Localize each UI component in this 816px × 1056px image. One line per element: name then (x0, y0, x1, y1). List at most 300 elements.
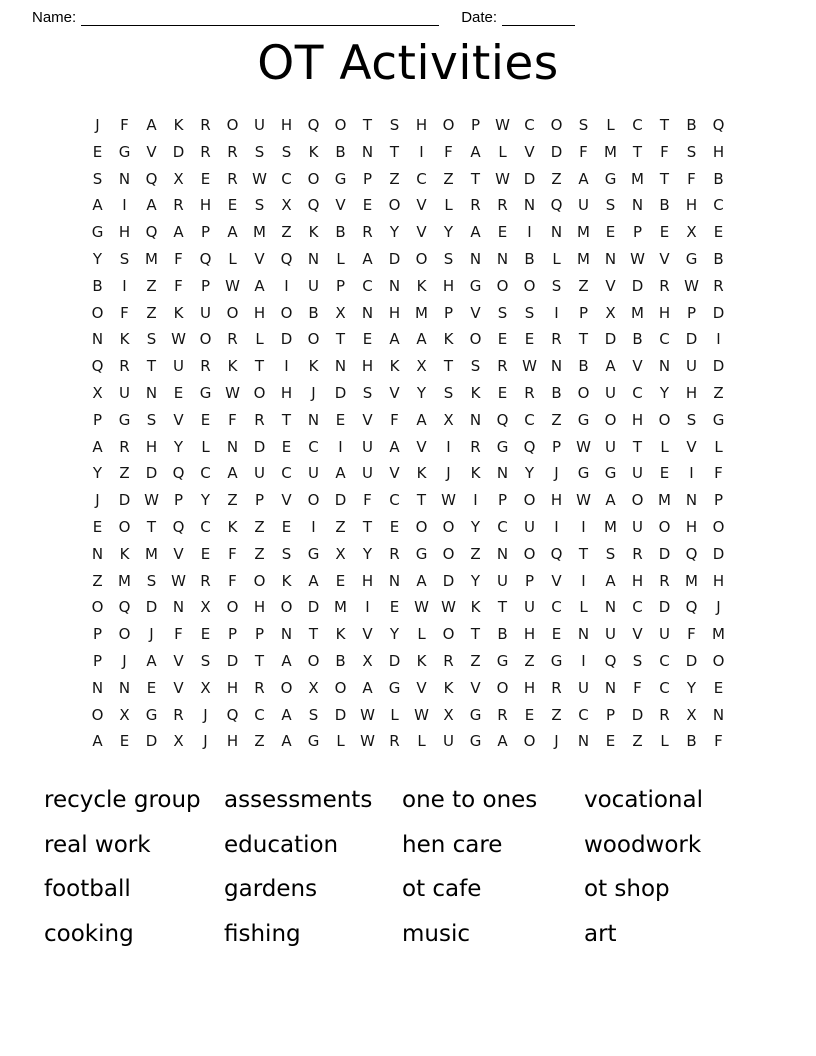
grid-letter[interactable]: P (713, 491, 724, 510)
grid-letter[interactable]: Z (443, 169, 454, 188)
grid-letter[interactable]: T (659, 169, 670, 188)
grid-letter[interactable]: K (227, 357, 238, 376)
grid-letter[interactable]: P (254, 625, 265, 644)
grid-letter[interactable]: U (362, 464, 373, 483)
grid-letter[interactable]: D (307, 598, 320, 617)
grid-letter[interactable]: E (605, 223, 616, 242)
grid-letter[interactable]: T (470, 625, 481, 644)
grid-letter[interactable]: H (253, 303, 266, 322)
grid-letter[interactable]: P (362, 169, 373, 188)
grid-letter[interactable]: S (92, 169, 103, 188)
grid-letter[interactable]: N (685, 491, 698, 510)
grid-letter[interactable]: K (308, 142, 319, 161)
grid-letter[interactable]: V (281, 491, 292, 510)
grid-letter[interactable]: D (388, 249, 401, 268)
grid-letter[interactable]: C (713, 196, 724, 215)
grid-letter[interactable]: U (497, 571, 508, 590)
grid-letter[interactable]: R (119, 357, 130, 376)
grid-letter[interactable]: R (659, 571, 670, 590)
grid-letter[interactable]: U (524, 517, 535, 536)
grid-letter[interactable]: F (228, 410, 237, 429)
grid-letter[interactable]: Z (578, 276, 589, 295)
grid-letter[interactable]: N (307, 410, 320, 429)
grid-letter[interactable]: N (469, 249, 482, 268)
grid-letter[interactable]: B (659, 196, 670, 215)
grid-letter[interactable]: F (174, 276, 183, 295)
grid-letter[interactable]: E (389, 598, 400, 617)
grid-letter[interactable]: O (199, 330, 212, 349)
grid-letter[interactable]: E (200, 625, 211, 644)
grid-letter[interactable]: W (360, 705, 375, 724)
grid-letter[interactable]: K (119, 544, 130, 563)
grid-letter[interactable]: X (416, 357, 427, 376)
grid-letter[interactable]: A (335, 464, 346, 483)
grid-letter[interactable]: K (308, 223, 319, 242)
grid-letter[interactable]: W (171, 330, 186, 349)
grid-letter[interactable]: U (119, 383, 130, 402)
grid-letter[interactable]: Q (712, 116, 725, 134)
grid-letter[interactable]: S (281, 544, 292, 563)
grid-letter[interactable]: R (119, 437, 130, 456)
grid-letter[interactable]: X (119, 705, 130, 724)
grid-letter[interactable]: U (308, 464, 319, 483)
grid-letter[interactable]: C (659, 330, 670, 349)
grid-letter[interactable]: O (496, 678, 509, 697)
grid-letter[interactable]: S (200, 651, 211, 670)
grid-letter[interactable]: Z (146, 276, 157, 295)
grid-letter[interactable]: O (91, 303, 104, 322)
grid-letter[interactable]: C (281, 169, 292, 188)
grid-letter[interactable]: B (335, 142, 346, 161)
grid-letter[interactable]: L (606, 116, 615, 134)
grid-letter[interactable]: H (226, 678, 239, 697)
grid-letter[interactable]: O (523, 276, 536, 295)
grid-letter[interactable]: C (578, 705, 589, 724)
grid-letter[interactable]: F (687, 169, 696, 188)
grid-letter[interactable]: K (470, 464, 481, 483)
grid-letter[interactable]: H (523, 678, 536, 697)
grid-letter[interactable]: F (714, 732, 723, 751)
grid-letter[interactable]: O (415, 249, 428, 268)
grid-letter[interactable]: B (497, 625, 508, 644)
grid-letter[interactable]: Z (713, 383, 724, 402)
grid-letter[interactable]: T (578, 544, 589, 563)
grid-letter[interactable]: S (281, 142, 292, 161)
grid-letter[interactable]: K (173, 303, 184, 322)
grid-letter[interactable]: W (414, 705, 429, 724)
grid-letter[interactable]: N (307, 249, 320, 268)
grid-letter[interactable]: V (173, 410, 184, 429)
grid-letter[interactable]: A (470, 142, 481, 161)
grid-letter[interactable]: R (227, 330, 238, 349)
grid-letter[interactable]: F (390, 410, 399, 429)
grid-letter[interactable]: O (307, 330, 320, 349)
grid-letter[interactable]: Q (226, 705, 239, 724)
grid-letter[interactable]: V (605, 276, 616, 295)
grid-letter[interactable]: X (335, 303, 346, 322)
word-list-item[interactable]: gardens (224, 876, 318, 902)
grid-letter[interactable]: M (145, 544, 158, 563)
grid-letter[interactable]: G (469, 705, 482, 724)
word-list-item[interactable]: hen care (402, 831, 503, 858)
grid-letter[interactable]: A (389, 437, 400, 456)
grid-letter[interactable]: U (308, 276, 319, 295)
grid-letter[interactable]: P (524, 571, 535, 590)
grid-letter[interactable]: H (712, 571, 725, 590)
grid-letter[interactable]: V (416, 196, 427, 215)
grid-letter[interactable]: Q (496, 410, 509, 429)
grid-letter[interactable]: Q (604, 651, 617, 670)
grid-letter[interactable]: T (146, 357, 157, 376)
grid-letter[interactable]: N (658, 357, 671, 376)
grid-letter[interactable]: J (95, 491, 100, 510)
grid-letter[interactable]: W (576, 437, 591, 456)
grid-letter[interactable]: K (416, 651, 427, 670)
grid-letter[interactable]: O (550, 116, 563, 134)
grid-letter[interactable]: U (524, 598, 535, 617)
grid-letter[interactable]: V (470, 303, 481, 322)
grid-letter[interactable]: Z (254, 517, 265, 536)
grid-letter[interactable]: G (496, 651, 509, 670)
grid-letter[interactable]: J (203, 705, 208, 724)
grid-letter[interactable]: X (335, 544, 346, 563)
grid-letter[interactable]: E (281, 437, 292, 456)
grid-letter[interactable]: D (280, 330, 293, 349)
grid-letter[interactable]: E (173, 383, 184, 402)
grid-letter[interactable]: A (146, 116, 157, 134)
grid-letter[interactable]: O (442, 544, 455, 563)
grid-letter[interactable]: I (581, 517, 586, 536)
grid-letter[interactable]: V (524, 142, 535, 161)
grid-letter[interactable]: V (632, 625, 643, 644)
grid-letter[interactable]: A (416, 330, 427, 349)
grid-letter[interactable]: Y (389, 625, 400, 644)
grid-letter[interactable]: E (92, 142, 103, 161)
grid-letter[interactable]: E (605, 732, 616, 751)
grid-letter[interactable]: Q (307, 196, 320, 215)
grid-letter[interactable]: T (146, 517, 157, 536)
grid-letter[interactable]: D (631, 276, 644, 295)
grid-letter[interactable]: U (605, 437, 616, 456)
grid-letter[interactable]: Q (280, 249, 293, 268)
grid-letter[interactable]: E (362, 330, 373, 349)
grid-letter[interactable]: K (173, 116, 184, 134)
grid-letter[interactable]: D (253, 437, 266, 456)
word-list-item[interactable]: ot cafe (402, 876, 482, 902)
grid-letter[interactable]: A (92, 196, 103, 215)
grid-letter[interactable]: C (551, 598, 562, 617)
grid-letter[interactable]: Y (92, 249, 103, 268)
grid-letter[interactable]: P (470, 116, 481, 134)
grid-letter[interactable]: G (415, 544, 428, 563)
grid-letter[interactable]: E (389, 517, 400, 536)
grid-letter[interactable]: F (714, 464, 723, 483)
grid-letter[interactable]: G (118, 410, 131, 429)
grid-letter[interactable]: W (252, 169, 267, 188)
grid-letter[interactable]: T (254, 651, 265, 670)
grid-letter[interactable]: M (631, 169, 644, 188)
grid-letter[interactable]: W (441, 491, 456, 510)
grid-letter[interactable]: Y (362, 544, 373, 563)
grid-letter[interactable]: C (254, 705, 265, 724)
grid-letter[interactable]: X (200, 678, 211, 697)
grid-letter[interactable]: E (335, 571, 346, 590)
grid-letter[interactable]: D (118, 491, 131, 510)
grid-letter[interactable]: L (255, 330, 264, 349)
grid-letter[interactable]: O (496, 276, 509, 295)
grid-letter[interactable]: S (443, 383, 454, 402)
grid-letter[interactable]: C (632, 116, 643, 134)
grid-letter[interactable]: Z (524, 651, 535, 670)
grid-letter[interactable]: V (416, 437, 427, 456)
grid-letter[interactable]: H (361, 571, 374, 590)
grid-letter[interactable]: M (253, 223, 266, 242)
grid-letter[interactable]: R (443, 651, 454, 670)
grid-letter[interactable]: W (360, 732, 375, 751)
grid-letter[interactable]: V (659, 249, 670, 268)
grid-letter[interactable]: S (119, 249, 130, 268)
grid-letter[interactable]: I (554, 303, 559, 322)
grid-letter[interactable]: C (281, 464, 292, 483)
grid-letter[interactable]: S (497, 303, 508, 322)
grid-letter[interactable]: U (362, 437, 373, 456)
grid-letter[interactable]: B (686, 116, 697, 134)
grid-letter[interactable]: J (95, 116, 100, 134)
grid-letter[interactable]: M (415, 303, 428, 322)
grid-letter[interactable]: A (605, 571, 616, 590)
grid-letter[interactable]: L (336, 249, 345, 268)
grid-letter[interactable]: T (389, 142, 400, 161)
grid-letter[interactable]: U (173, 357, 184, 376)
grid-letter[interactable]: O (307, 169, 320, 188)
grid-letter[interactable]: A (416, 571, 427, 590)
grid-letter[interactable]: I (581, 651, 586, 670)
word-list-item[interactable]: one to ones (402, 787, 538, 813)
grid-letter[interactable]: K (335, 625, 346, 644)
grid-letter[interactable]: O (226, 116, 239, 134)
grid-letter[interactable]: N (496, 464, 509, 483)
grid-letter[interactable]: K (416, 464, 427, 483)
grid-letter[interactable]: M (604, 142, 617, 161)
grid-letter[interactable]: K (308, 357, 319, 376)
grid-letter[interactable]: N (577, 625, 590, 644)
grid-letter[interactable]: W (630, 249, 645, 268)
grid-letter[interactable]: M (658, 491, 671, 510)
grid-letter[interactable]: N (361, 303, 374, 322)
grid-letter[interactable]: K (470, 383, 481, 402)
grid-letter[interactable]: U (578, 196, 589, 215)
grid-letter[interactable]: B (335, 223, 346, 242)
grid-letter[interactable]: T (443, 357, 454, 376)
grid-letter[interactable]: A (470, 223, 481, 242)
grid-letter[interactable]: E (200, 544, 211, 563)
grid-letter[interactable]: T (254, 357, 265, 376)
grid-letter[interactable]: Y (686, 678, 697, 697)
grid-letter[interactable]: H (415, 116, 428, 134)
grid-letter[interactable]: D (712, 357, 725, 376)
grid-letter[interactable]: E (200, 410, 211, 429)
grid-letter[interactable]: O (307, 651, 320, 670)
grid-letter[interactable]: B (308, 303, 319, 322)
grid-letter[interactable]: X (308, 678, 319, 697)
grid-letter[interactable]: D (334, 705, 347, 724)
grid-letter[interactable]: O (523, 732, 536, 751)
grid-letter[interactable]: V (632, 357, 643, 376)
grid-letter[interactable]: U (443, 732, 454, 751)
grid-letter[interactable]: D (631, 705, 644, 724)
grid-letter[interactable]: Y (470, 571, 481, 590)
grid-letter[interactable]: M (145, 249, 158, 268)
grid-letter[interactable]: C (308, 437, 319, 456)
grid-letter[interactable]: D (685, 330, 698, 349)
grid-letter[interactable]: P (632, 223, 643, 242)
grid-letter[interactable]: Y (659, 383, 670, 402)
grid-letter[interactable]: D (658, 598, 671, 617)
grid-letter[interactable]: F (660, 142, 669, 161)
grid-letter[interactable]: P (92, 651, 103, 670)
grid-letter[interactable]: P (335, 276, 346, 295)
grid-letter[interactable]: O (307, 491, 320, 510)
word-list-item[interactable]: education (224, 831, 339, 858)
word-list-item[interactable]: real work (44, 831, 151, 858)
grid-letter[interactable]: B (713, 169, 724, 188)
grid-letter[interactable]: V (416, 223, 427, 242)
grid-letter[interactable]: I (122, 196, 127, 215)
grid-letter[interactable]: A (362, 678, 373, 697)
grid-letter[interactable]: W (144, 491, 159, 510)
grid-letter[interactable]: O (334, 678, 347, 697)
grid-letter[interactable]: A (281, 705, 292, 724)
grid-letter[interactable]: E (497, 330, 508, 349)
grid-letter[interactable]: A (605, 491, 616, 510)
grid-letter[interactable]: Q (685, 544, 698, 563)
grid-letter[interactable]: I (122, 276, 127, 295)
grid-letter[interactable]: B (92, 276, 103, 295)
grid-letter[interactable]: Z (146, 303, 157, 322)
grid-letter[interactable]: E (119, 732, 130, 751)
grid-letter[interactable]: X (200, 598, 211, 617)
grid-letter[interactable]: U (632, 517, 643, 536)
grid-letter[interactable]: E (146, 678, 157, 697)
grid-letter[interactable]: T (335, 330, 346, 349)
grid-letter[interactable]: D (172, 142, 185, 161)
grid-letter[interactable]: Z (281, 223, 292, 242)
grid-letter[interactable]: S (551, 276, 562, 295)
grid-letter[interactable]: C (632, 598, 643, 617)
grid-letter[interactable]: Q (307, 116, 320, 134)
grid-letter[interactable]: D (712, 544, 725, 563)
grid-letter[interactable]: E (497, 383, 508, 402)
grid-letter[interactable]: J (554, 732, 559, 751)
grid-letter[interactable]: N (91, 330, 104, 349)
grid-letter[interactable]: V (389, 464, 400, 483)
grid-letter[interactable]: W (171, 571, 186, 590)
grid-letter[interactable]: P (605, 705, 616, 724)
grid-letter[interactable]: Z (470, 651, 481, 670)
grid-letter[interactable]: O (523, 544, 536, 563)
grid-letter[interactable]: E (92, 517, 103, 536)
grid-letter[interactable]: Z (92, 571, 103, 590)
grid-letter[interactable]: N (550, 223, 563, 242)
grid-letter[interactable]: O (658, 410, 671, 429)
grid-letter[interactable]: C (416, 169, 427, 188)
grid-letter[interactable]: E (281, 517, 292, 536)
grid-letter[interactable]: X (362, 651, 373, 670)
grid-letter[interactable]: Z (254, 544, 265, 563)
grid-letter[interactable]: E (524, 330, 535, 349)
grid-letter[interactable]: M (685, 571, 698, 590)
grid-letter[interactable]: G (496, 437, 509, 456)
grid-letter[interactable]: K (227, 517, 238, 536)
grid-letter[interactable]: I (446, 437, 451, 456)
grid-letter[interactable]: E (227, 196, 238, 215)
grid-letter[interactable]: Q (685, 598, 698, 617)
grid-letter[interactable]: N (604, 598, 617, 617)
grid-letter[interactable]: O (604, 410, 617, 429)
grid-letter[interactable]: M (577, 249, 590, 268)
grid-letter[interactable]: M (577, 223, 590, 242)
grid-letter[interactable]: B (686, 732, 697, 751)
grid-letter[interactable]: J (716, 598, 721, 617)
grid-letter[interactable]: S (254, 142, 265, 161)
grid-letter[interactable]: Z (551, 705, 562, 724)
grid-letter[interactable]: N (550, 357, 563, 376)
grid-letter[interactable]: O (523, 491, 536, 510)
grid-letter[interactable]: G (199, 383, 212, 402)
grid-letter[interactable]: W (441, 598, 456, 617)
grid-letter[interactable]: T (470, 169, 481, 188)
grid-letter[interactable]: L (228, 249, 237, 268)
word-list-item[interactable]: art (584, 920, 617, 947)
grid-letter[interactable]: C (362, 276, 373, 295)
grid-letter[interactable]: A (362, 249, 373, 268)
grid-letter[interactable]: L (660, 732, 669, 751)
grid-letter[interactable]: R (200, 142, 211, 161)
grid-letter[interactable]: D (145, 732, 158, 751)
grid-letter[interactable]: R (389, 732, 400, 751)
grid-letter[interactable]: N (280, 625, 293, 644)
grid-letter[interactable]: H (226, 732, 239, 751)
grid-letter[interactable]: T (362, 517, 373, 536)
grid-letter[interactable]: U (578, 678, 589, 697)
grid-letter[interactable]: M (631, 303, 644, 322)
grid-letter[interactable]: L (417, 732, 426, 751)
grid-letter[interactable]: G (145, 705, 158, 724)
grid-letter[interactable]: S (605, 544, 616, 563)
grid-letter[interactable]: L (201, 437, 210, 456)
word-list-item[interactable]: recycle group (44, 787, 201, 813)
grid-letter[interactable]: L (498, 142, 507, 161)
word-list-item[interactable]: music (402, 920, 471, 947)
word-list-item[interactable]: woodwork (584, 831, 702, 858)
grid-letter[interactable]: L (579, 598, 588, 617)
grid-letter[interactable]: P (227, 625, 238, 644)
grid-letter[interactable]: Q (199, 249, 212, 268)
grid-letter[interactable]: R (470, 437, 481, 456)
grid-letter[interactable]: S (605, 196, 616, 215)
grid-letter[interactable]: E (200, 169, 211, 188)
grid-letter[interactable]: K (443, 678, 454, 697)
grid-letter[interactable]: D (604, 330, 617, 349)
grid-letter[interactable]: H (685, 196, 698, 215)
grid-letter[interactable]: P (497, 491, 508, 510)
grid-letter[interactable]: K (119, 330, 130, 349)
word-list-item[interactable]: cooking (44, 920, 134, 947)
grid-letter[interactable]: G (604, 464, 617, 483)
grid-letter[interactable]: Z (119, 464, 130, 483)
grid-letter[interactable]: R (173, 705, 184, 724)
grid-letter[interactable]: C (497, 517, 508, 536)
